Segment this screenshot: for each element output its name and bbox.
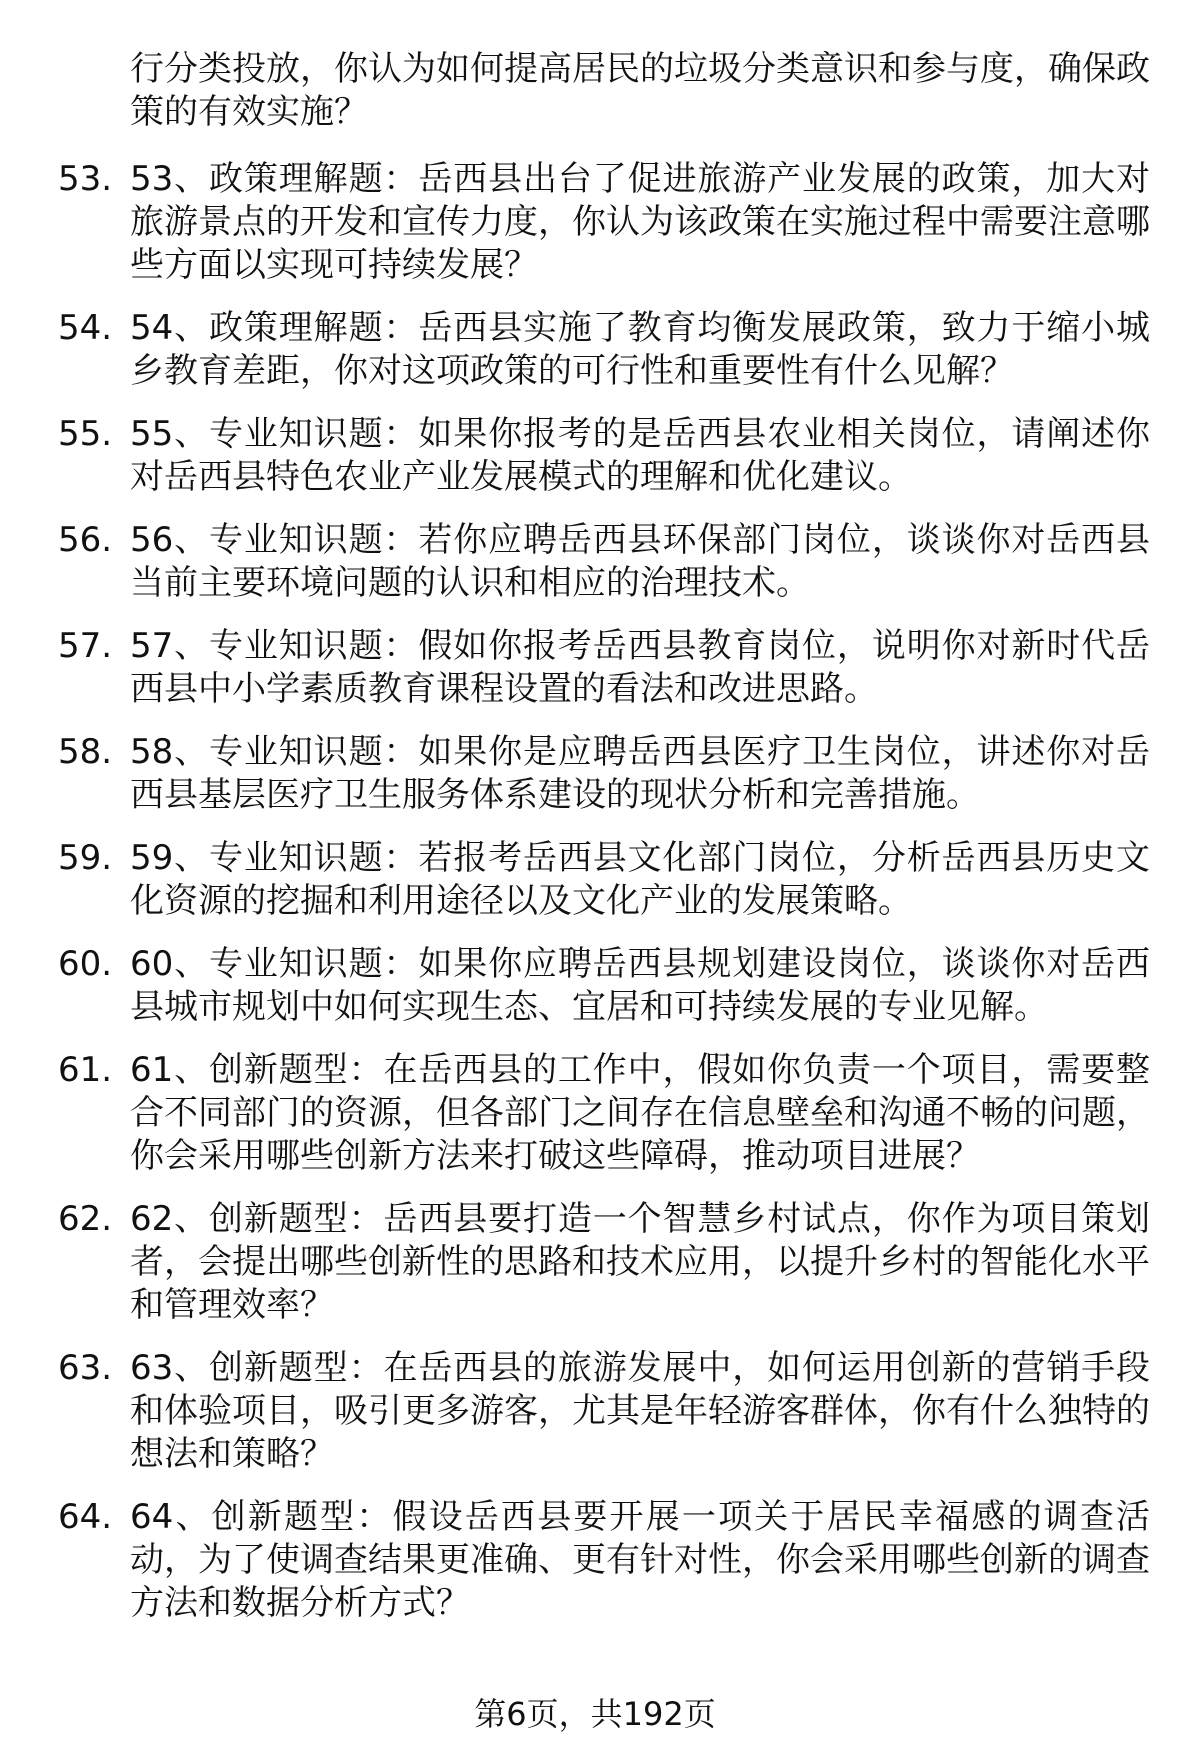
question-item — [0, 1347, 1190, 1476]
continued-question-text: 行分类投放，你认为如何提高居民的垃圾分类意识和参与度，确保政策的有效实施？ — [130, 49, 1150, 132]
question-text: 59、专业知识题：若报考岳西县文化部门岗位，分析岳西县历史文化资源的挖掘和利用途径以及文化产业的发展策略。 — [130, 838, 1150, 921]
question-number: 63. — [58, 1348, 113, 1388]
question-item — [0, 943, 1190, 1029]
question-item — [0, 158, 1190, 287]
question-item — [0, 413, 1190, 499]
question-number: 61. — [58, 1050, 113, 1090]
question-text: 64、创新题型：假设岳西县要开展一项关于居民幸福感的调查活动，为了使调查结果更准确、更有针对性，你会采用哪些创新的调查方法和数据分析方式？ — [130, 1497, 1150, 1623]
question-item — [0, 1198, 1190, 1327]
question-text: 62、创新题型：岳西县要打造一个智慧乡村试点，你作为项目策划者，会提出哪些创新性的思路和技术应用，以提升乡村的智能化水平和管理效率？ — [130, 1199, 1150, 1325]
question-number: 64. — [58, 1497, 113, 1537]
question-number: 54. — [58, 308, 113, 348]
question-item — [0, 1496, 1190, 1625]
question-item — [0, 307, 1190, 393]
question-text: 54、政策理解题：岳西县实施了教育均衡发展政策，致力于缩小城乡教育差距，你对这项政策的可行性和重要性有什么见解？ — [130, 308, 1150, 391]
question-text: 57、专业知识题：假如你报考岳西县教育岗位，说明你对新时代岳西县中小学素质教育课程设置的看法和改进思路。 — [130, 626, 1150, 709]
question-number: 55. — [58, 414, 113, 454]
question-item — [0, 1049, 1190, 1178]
question-number: 58. — [58, 732, 113, 772]
question-text: 58、专业知识题：如果你是应聘岳西县医疗卫生岗位，讲述你对岳西县基层医疗卫生服务体系建设的现状分析和完善措施。 — [130, 732, 1150, 815]
page-footer — [0, 1694, 1190, 1734]
question-text: 61、创新题型：在岳西县的工作中，假如你负责一个项目，需要整合不同部门的资源，但各部门之间存在信息壁垒和沟通不畅的问题，你会采用哪些创新方法来打破这些障碍，推动项目进展？ — [130, 1050, 1150, 1176]
question-text: 53、政策理解题：岳西县出台了促进旅游产业发展的政策，加大对旅游景点的开发和宣传力度，你认为该政策在实施过程中需要注意哪些方面以实现可持续发展？ — [130, 159, 1150, 285]
question-item — [0, 625, 1190, 711]
page-number-label: 第6页，共192页 — [474, 1695, 716, 1733]
question-number: 53. — [58, 159, 113, 199]
question-item — [0, 731, 1190, 817]
question-text: 55、专业知识题：如果你报考的是岳西县农业相关岗位，请阐述你对岳西县特色农业产业发展模式的理解和优化建议。 — [130, 414, 1150, 497]
question-number: 56. — [58, 520, 113, 560]
question-text: 63、创新题型：在岳西县的旅游发展中，如何运用创新的营销手段和体验项目，吸引更多游客，尤其是年轻游客群体，你有什么独特的想法和策略？ — [130, 1348, 1150, 1474]
question-list — [0, 158, 1190, 1645]
question-number: 60. — [58, 944, 113, 984]
question-item — [0, 837, 1190, 923]
question-text: 60、专业知识题：如果你应聘岳西县规划建设岗位，谈谈你对岳西县城市规划中如何实现生态、宜居和可持续发展的专业见解。 — [130, 944, 1150, 1027]
question-text: 56、专业知识题：若你应聘岳西县环保部门岗位，谈谈你对岳西县当前主要环境问题的认识和相应的治理技术。 — [130, 520, 1150, 603]
question-number: 62. — [58, 1199, 113, 1239]
question-number: 57. — [58, 626, 113, 666]
question-item — [0, 519, 1190, 605]
question-number: 59. — [58, 838, 113, 878]
